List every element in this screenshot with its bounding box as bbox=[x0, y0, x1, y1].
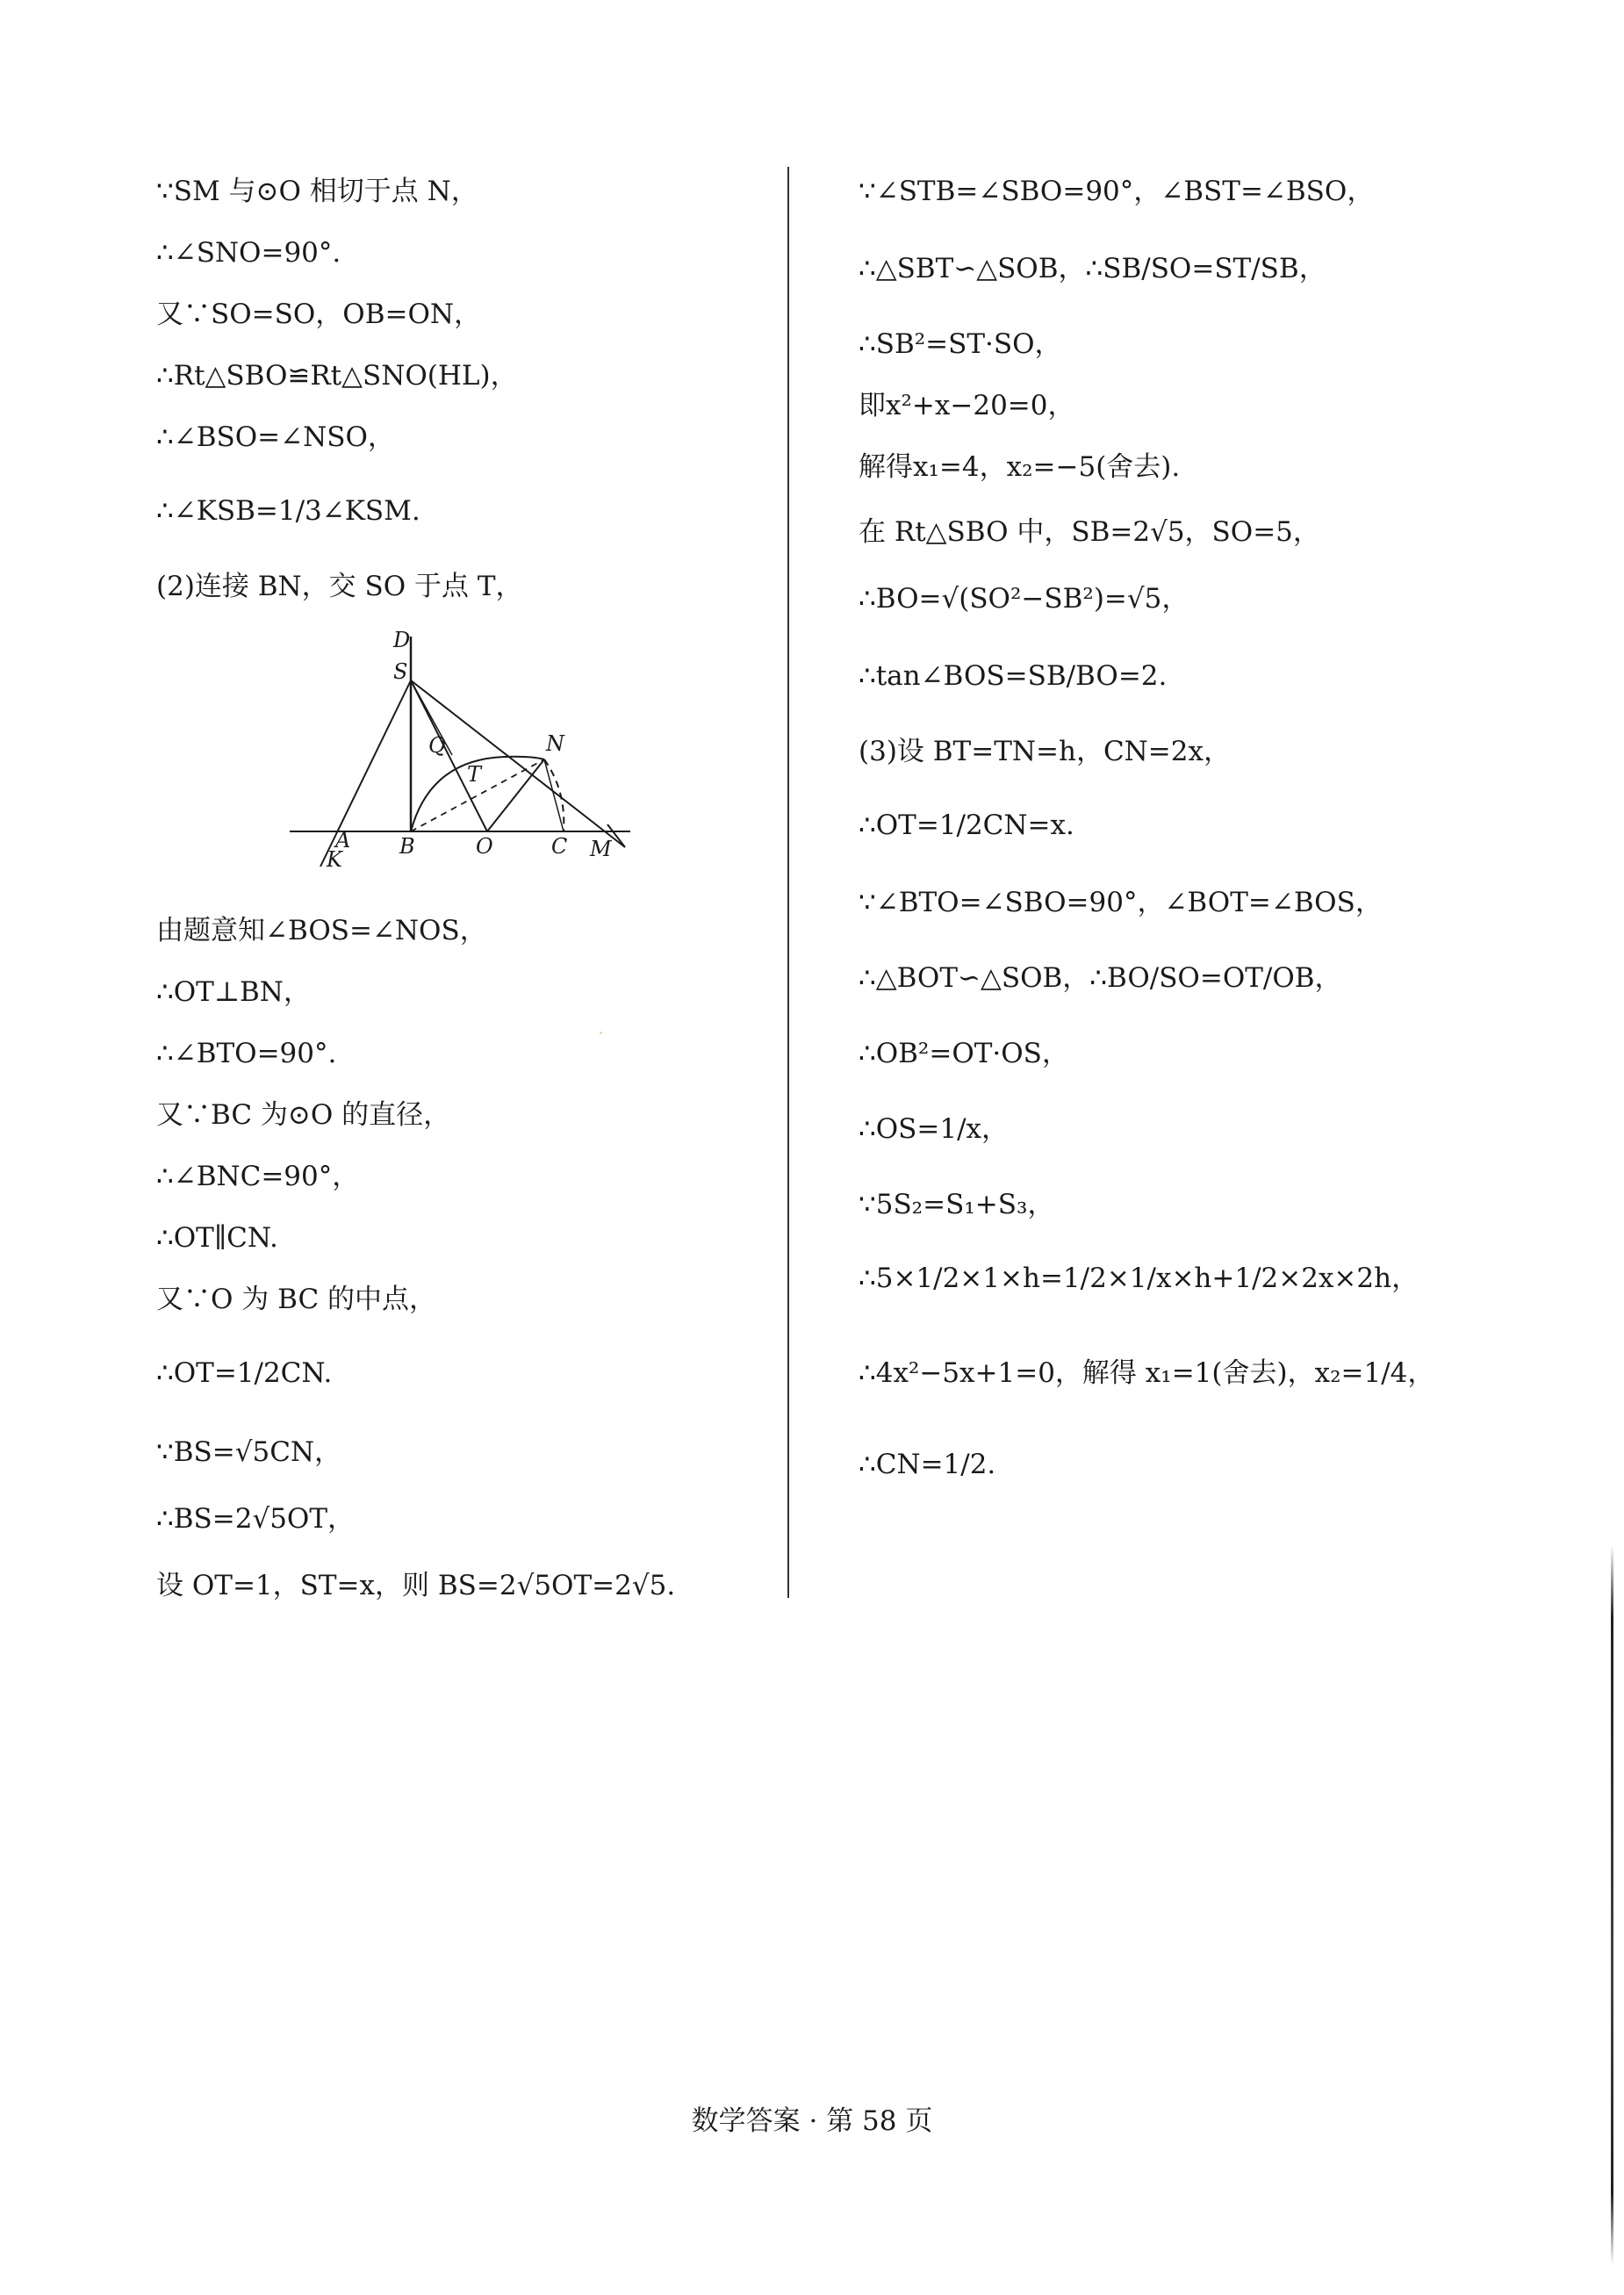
right-line: ∵5S₂=S₁+S₃， bbox=[859, 1189, 1055, 1220]
geometry-figure bbox=[281, 628, 641, 887]
label-T: T bbox=[467, 762, 482, 787]
right-line: 在 Rt△SBO 中，SB=2√5，SO=5， bbox=[859, 516, 1320, 548]
left-line: ∵SM 与⊙O 相切于点 N， bbox=[156, 176, 478, 207]
right-line: ∴BO=√(SO²−SB²)=√5， bbox=[859, 583, 1189, 615]
left-line: ∵BS=√5CN， bbox=[156, 1436, 342, 1468]
left-line: 又∵SO=SO，OB=ON， bbox=[156, 299, 481, 330]
right-line: ∴OB²=OT·OS， bbox=[859, 1038, 1069, 1069]
left-line: ∴∠BSO=∠NSO， bbox=[156, 421, 395, 453]
left-line: ∴∠BNC=90°， bbox=[156, 1161, 360, 1192]
line-SO bbox=[411, 680, 487, 831]
scan-edge bbox=[1611, 1545, 1613, 2265]
left-line: 又∵O 为 BC 的中点， bbox=[156, 1284, 437, 1315]
label-Q: Q bbox=[428, 733, 446, 758]
left-line: 又∵BC 为⊙O 的直径， bbox=[156, 1099, 451, 1131]
label-O: O bbox=[476, 834, 493, 859]
left-line: ∴BS=2√5OT， bbox=[156, 1503, 356, 1535]
right-line: ∴SB²=ST·SO， bbox=[859, 328, 1062, 360]
label-D: D bbox=[393, 628, 411, 652]
left-line: (2)连接 BN，交 SO 于点 T， bbox=[156, 571, 523, 602]
label-B: B bbox=[399, 834, 415, 859]
left-line: ∴∠BTO=90°. bbox=[156, 1038, 337, 1069]
left-line: 由题意知∠BOS=∠NOS， bbox=[156, 915, 487, 946]
label-N: N bbox=[546, 731, 564, 756]
right-line: ∵∠STB=∠SBO=90°，∠BST=∠BSO， bbox=[859, 176, 1375, 207]
line-SM bbox=[411, 680, 625, 847]
label-A: A bbox=[335, 828, 351, 853]
left-line: ∴OT⊥BN， bbox=[156, 976, 311, 1008]
column-divider bbox=[787, 167, 789, 1598]
left-line: ∴∠SNO=90°. bbox=[156, 237, 341, 269]
label-K: K bbox=[327, 847, 342, 872]
left-line: ∴Rt△SBO≌Rt△SNO(HL)， bbox=[156, 360, 518, 392]
left-line: ∴OT∥CN. bbox=[156, 1222, 278, 1254]
right-line: ∴5×1/2×1×h=1/2×1/x×h+1/2×2x×2h， bbox=[859, 1263, 1419, 1294]
scan-speck bbox=[600, 1032, 602, 1034]
right-line: ∴4x²−5x+1=0，解得 x₁=1(舍去)，x₂=1/4， bbox=[859, 1357, 1435, 1389]
right-line: 即x²+x−20=0， bbox=[859, 390, 1075, 421]
left-line: ∴∠KSB=1/3∠KSM. bbox=[156, 495, 420, 527]
right-line: ∴CN=1/2. bbox=[859, 1449, 996, 1480]
right-line: ∴△BOT∽△SOB，∴BO/SO=OT/OB， bbox=[859, 962, 1342, 994]
right-line: ∴tan∠BOS=SB/BO=2. bbox=[859, 660, 1168, 692]
left-line: ∴OT=1/2CN. bbox=[156, 1357, 333, 1389]
right-line: ∴OT=1/2CN=x. bbox=[859, 809, 1074, 841]
right-line: ∴△SBT∽△SOB，∴SB/SO=ST/SB， bbox=[859, 253, 1326, 284]
right-line: (3)设 BT=TN=h，CN=2x， bbox=[859, 736, 1231, 767]
page-footer: 数学答案 · 第 58 页 bbox=[691, 2105, 933, 2137]
left-line: 设 OT=1，ST=x，则 BS=2√5OT=2√5. bbox=[156, 1570, 676, 1601]
label-M: M bbox=[590, 837, 612, 861]
right-line: ∵∠BTO=∠SBO=90°，∠BOT=∠BOS， bbox=[859, 887, 1383, 918]
right-line: ∴OS=1/x， bbox=[859, 1113, 1009, 1145]
label-S: S bbox=[393, 659, 408, 684]
line-ON bbox=[487, 759, 544, 831]
label-C: C bbox=[551, 834, 568, 859]
line-SK bbox=[320, 680, 411, 867]
right-line: 解得x₁=4，x₂=−5(舍去). bbox=[859, 451, 1181, 483]
